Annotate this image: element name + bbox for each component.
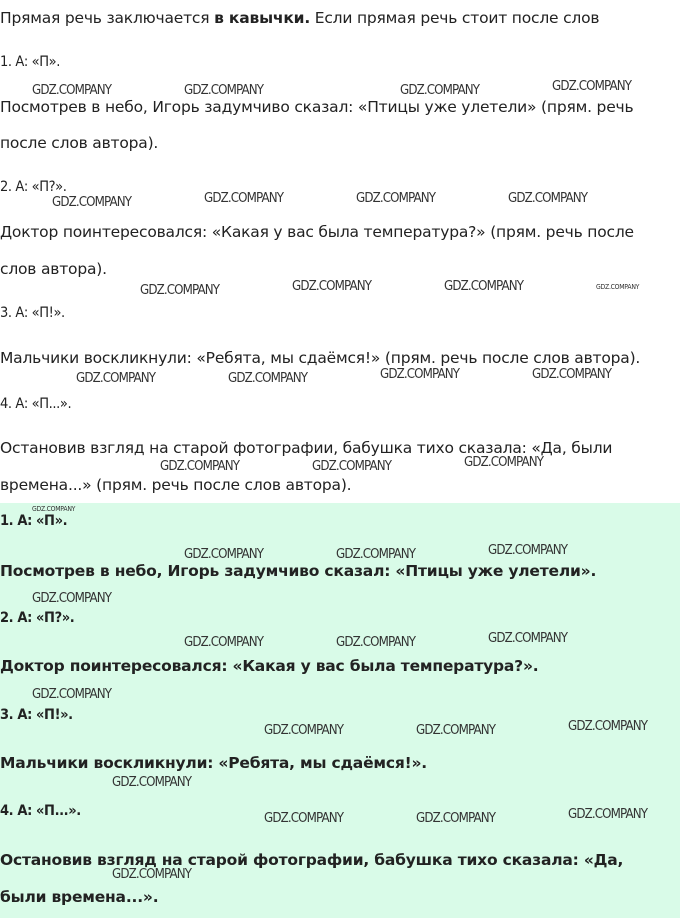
scheme-label: 1. А: «П».: [0, 54, 60, 70]
watermark: GDZ.COMPANY: [380, 366, 460, 382]
example-line: Мальчики воскликнули: «Ребята, мы сдаёмся!» (прям. речь после слов автора).: [0, 349, 641, 367]
watermark: GDZ.COMPANY: [52, 194, 132, 210]
watermark: GDZ.COMPANY: [596, 283, 640, 291]
watermark: GDZ.COMPANY: [32, 590, 112, 606]
scheme-label: 3. А: «П!».: [0, 305, 65, 321]
watermark: GDZ.COMPANY: [32, 82, 112, 98]
watermark: GDZ.COMPANY: [532, 366, 612, 382]
example-line: слов автора).: [0, 260, 107, 278]
scheme-label: 2. А: «П?».: [0, 179, 67, 195]
watermark: GDZ.COMPANY: [264, 810, 344, 826]
watermark: GDZ.COMPANY: [204, 190, 284, 206]
watermark: GDZ.COMPANY: [264, 722, 344, 738]
watermark: GDZ.COMPANY: [416, 810, 496, 826]
answer-scheme-label: 1. А: «П».: [0, 513, 68, 529]
watermark: GDZ.COMPANY: [312, 458, 392, 474]
watermark: GDZ.COMPANY: [32, 505, 76, 513]
example-line: после слов автора).: [0, 134, 159, 152]
watermark: GDZ.COMPANY: [336, 546, 416, 562]
intro-bold-phrase: в кавычки.: [214, 9, 311, 27]
example-line: Остановив взгляд на старой фотографии, бабушка тихо сказала: «Да, были: [0, 439, 613, 457]
answer-example-line: Доктор поинтересовался: «Какая у вас была температура?».: [0, 657, 539, 675]
answer-scheme-label: 4. А: «П...».: [0, 803, 81, 819]
watermark: GDZ.COMPANY: [568, 718, 648, 734]
watermark: GDZ.COMPANY: [336, 634, 416, 650]
watermark: GDZ.COMPANY: [76, 370, 156, 386]
watermark: GDZ.COMPANY: [508, 190, 588, 206]
watermark: GDZ.COMPANY: [292, 278, 372, 294]
watermark: GDZ.COMPANY: [444, 278, 524, 294]
watermark: GDZ.COMPANY: [160, 458, 240, 474]
watermark: GDZ.COMPANY: [568, 806, 648, 822]
example-line: Посмотрев в небо, Игорь задумчиво сказал: «Птицы уже улетели» (прям. речь: [0, 98, 634, 116]
answer-scheme-label: 2. А: «П?».: [0, 610, 75, 626]
example-line: Доктор поинтересовался: «Какая у вас была температура?» (прям. речь после: [0, 223, 634, 241]
intro-sentence: [0, 8, 599, 28]
scheme-label: 4. А: «П...».: [0, 396, 72, 412]
watermark: GDZ.COMPANY: [140, 282, 220, 298]
watermark: GDZ.COMPANY: [416, 722, 496, 738]
watermark: GDZ.COMPANY: [228, 370, 308, 386]
watermark: GDZ.COMPANY: [112, 774, 192, 790]
watermark: GDZ.COMPANY: [112, 866, 192, 882]
watermark: GDZ.COMPANY: [356, 190, 436, 206]
watermark: GDZ.COMPANY: [32, 686, 112, 702]
watermark: GDZ.COMPANY: [184, 634, 264, 650]
answer-example-line: Посмотрев в небо, Игорь задумчиво сказал: «Птицы уже улетели».: [0, 562, 597, 580]
example-line: времена...» (прям. речь после слов автора).: [0, 476, 352, 494]
watermark: GDZ.COMPANY: [488, 630, 568, 646]
watermark: GDZ.COMPANY: [184, 546, 264, 562]
answer-scheme-label: 3. А: «П!».: [0, 707, 73, 723]
answer-example-line: Остановив взгляд на старой фотографии, бабушка тихо сказала: «Да,: [0, 851, 624, 869]
answer-example-line: Мальчики воскликнули: «Ребята, мы сдаёмся!».: [0, 754, 427, 772]
watermark: GDZ.COMPANY: [400, 82, 480, 98]
watermark: GDZ.COMPANY: [464, 454, 544, 470]
intro-text-after: Если прямая речь стоит после слов: [310, 9, 600, 27]
watermark: GDZ.COMPANY: [184, 82, 264, 98]
answer-example-line: были времена...».: [0, 888, 159, 906]
watermark: GDZ.COMPANY: [488, 542, 568, 558]
intro-text-before: Прямая речь заключается: [0, 9, 215, 27]
watermark: GDZ.COMPANY: [552, 78, 632, 94]
